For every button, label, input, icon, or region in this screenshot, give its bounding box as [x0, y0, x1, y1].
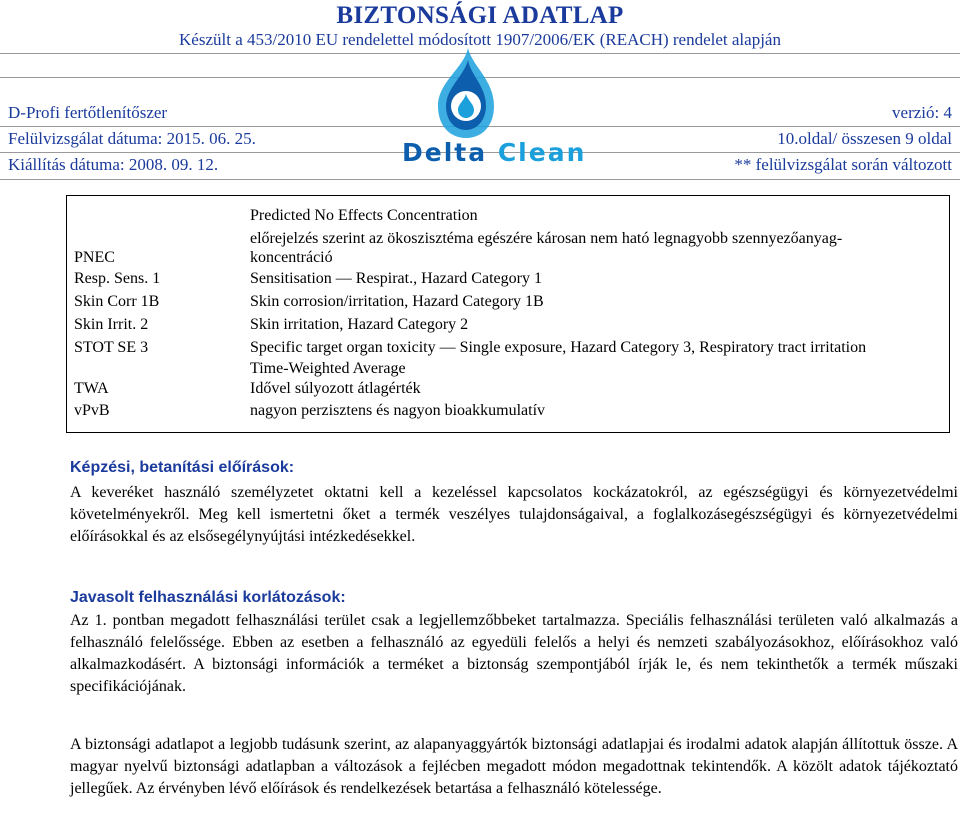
logo-wordmark — [402, 138, 586, 167]
abbr-vpvb: vPvB — [74, 402, 110, 419]
version-label: verzió: 4 — [892, 103, 952, 122]
logo-word-delta: Delta — [402, 138, 488, 167]
pnec-definition-en: Predicted No Effects Concentration — [250, 207, 478, 224]
abbr-stot-se: STOT SE 3 — [74, 339, 149, 356]
abbreviations-table — [66, 195, 950, 433]
document-subtitle: Készült a 453/2010 EU rendelettel módosított 1907/2006/EK (REACH) rendelet alapján — [179, 30, 781, 49]
product-name: D-Profi fertőtlenítőszer — [8, 103, 168, 122]
skin-irrit-definition: Skin irritation, Hazard Category 2 — [250, 316, 469, 333]
changed-note: ** felülvizsgálat során változott — [734, 155, 952, 174]
abbr-resp-sens: Resp. Sens. 1 — [74, 270, 161, 287]
pnec-definition-hu: előrejelzés szerint az ökoszisztéma egészére károsan nem ható legnagyobb szennyezőanyag- — [250, 230, 843, 247]
training-heading: Képzési, betanítási előírások: — [70, 459, 295, 476]
vpvb-definition: nagyon perzisztens és nagyon bioakkumulatív — [250, 402, 546, 419]
abbr-pnec: PNEC — [74, 249, 115, 266]
resp-sens-definition: Sensitisation — Respirat., Hazard Category 1 — [250, 270, 542, 287]
twa-definition-hu: Idővel súlyozott átlagérték — [250, 380, 421, 397]
stot-se-definition: Specific target organ toxicity — Single exposure, Hazard Category 3, Respiratory tract irritation — [250, 339, 867, 356]
header-rule-bottom — [0, 179, 960, 180]
revision-date: Felülvizsgálat dátuma: 2015. 06. 25. — [8, 129, 256, 148]
page-info: 10.oldal/ összesen 9 oldal — [777, 129, 952, 148]
restrictions-paragraph: Az 1. pontban megadott felhasználási terület csak a legjellemzőbbeket tartalmazza. Speciális felhasználási területen való alkalmazás a felhasználó felelőssége. Ebben az esetben a felhasználó az egyedüli felelős a helyi és nemzeti szabályozásokhoz, előírásokhoz való alkalmazkodásért. A biztonsági információk a terméket a biztonság szempontjából írják le, és nem tekinthetők a termék műszaki specifikációjának. — [70, 612, 958, 695]
restrictions-heading: Javasolt felhasználási korlátozások: — [70, 589, 346, 606]
training-paragraph: A keveréket használó személyzetet oktatni kell a kezeléssel kapcsolatos kockázatokról, az egészségügyi és környezetvédelmi követelményekről. Meg kell ismertetni őket a termék veszélyes tulajdonságaival, a foglalkozásegészségügyi és környezetvédelmi előírásokkal és az elsősegélynyújtási intézkedésekkel. — [70, 484, 958, 545]
twa-definition-en: Time-Weighted Average — [250, 360, 406, 377]
pnec-definition-hu-cont: koncentráció — [250, 249, 333, 266]
logo-word-clean: Clean — [497, 138, 587, 167]
closing-paragraph: A biztonsági adatlapot a legjobb tudásunk szerint, az alapanyaggyártók biztonsági adatlapjai és irodalmi adatok alapján állítottuk össze. A magyar nyelvű biztonsági adatlapban a változások a fejlécben megadott módon megadottnak tekintendők. A közölt adatok tájékoztató jellegűek. Az érvényben lévő előírások és rendelkezések betartása a felhasználó kötelessége. — [70, 736, 958, 797]
skin-corr-definition: Skin corrosion/irritation, Hazard Category 1B — [250, 293, 544, 310]
document-title: BIZTONSÁGI ADATLAP — [336, 2, 624, 29]
abbr-skin-irrit: Skin Irrit. 2 — [74, 316, 149, 333]
issue-date: Kiállítás dátuma: 2008. 09. 12. — [8, 155, 219, 174]
abbr-twa: TWA — [74, 380, 109, 397]
abbr-skin-corr: Skin Corr 1B — [74, 293, 160, 310]
